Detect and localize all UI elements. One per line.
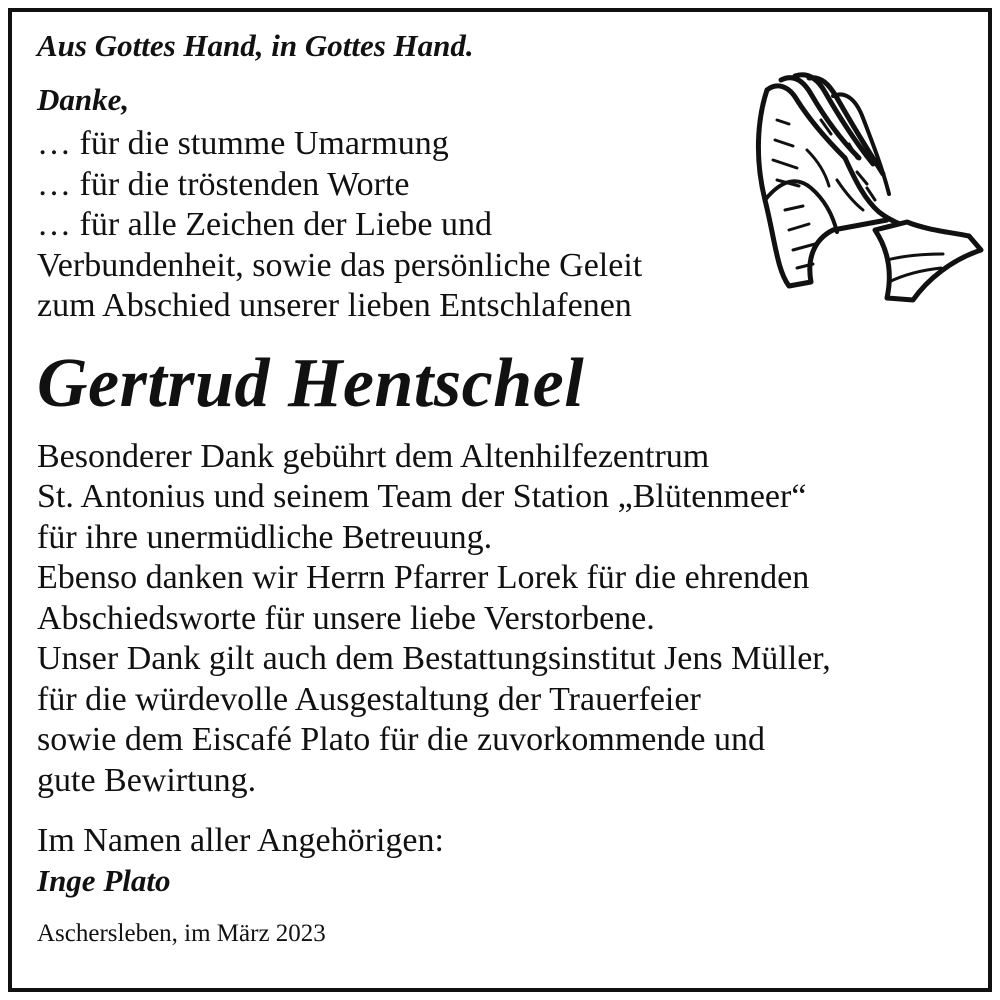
body-line: gute Bewirtung. (37, 761, 257, 799)
body-line: Besonderer Dank gebührt dem Altenhilfezentrum (37, 437, 710, 475)
body-line: für ihre unermüdliche Betreuung. (37, 518, 493, 556)
body-line: St. Antonius und seinem Team der Station „Blütenmeer“ (37, 478, 807, 515)
body-line: Ebenso danken wir Herrn Pfarrer Lorek für die ehrenden (37, 559, 810, 596)
signer-name: Inge Plato (37, 863, 171, 898)
motto: Aus Gottes Hand, in Gottes Hand. (37, 28, 474, 63)
thanks-line: zum Abschied unserer lieben Entschlafenen (37, 287, 632, 324)
thanks-line: … für die stumme Umarmung (37, 125, 449, 162)
body-line: für die würdevolle Ausgestaltung der Trauerfeier (37, 680, 701, 718)
thanks-line: Verbundenheit, sowie das persönliche Geleit (37, 246, 643, 284)
body-line: Abschiedsworte für unsere liebe Verstorbene. (37, 599, 655, 637)
body-line: Unser Dank gilt auch dem Bestattungsinstitut Jens Müller, (37, 640, 831, 677)
notice-frame (8, 8, 992, 992)
thanks-heading: Danke, (37, 82, 130, 117)
notice-content (37, 26, 967, 951)
deceased-name: Gertrud Hentschel (37, 344, 585, 422)
thanks-lines (37, 124, 967, 327)
thanks-line: … für alle Zeichen der Liebe und (37, 206, 493, 243)
closing-line: Im Namen aller Angehörigen: (37, 822, 444, 859)
gratitude-text (37, 437, 967, 802)
thanks-line: … für die tröstenden Worte (37, 165, 410, 203)
place-date: Aschersleben, im März 2023 (37, 920, 326, 947)
body-line: sowie dem Eiscafé Plato für die zuvorkommende und (37, 721, 765, 758)
